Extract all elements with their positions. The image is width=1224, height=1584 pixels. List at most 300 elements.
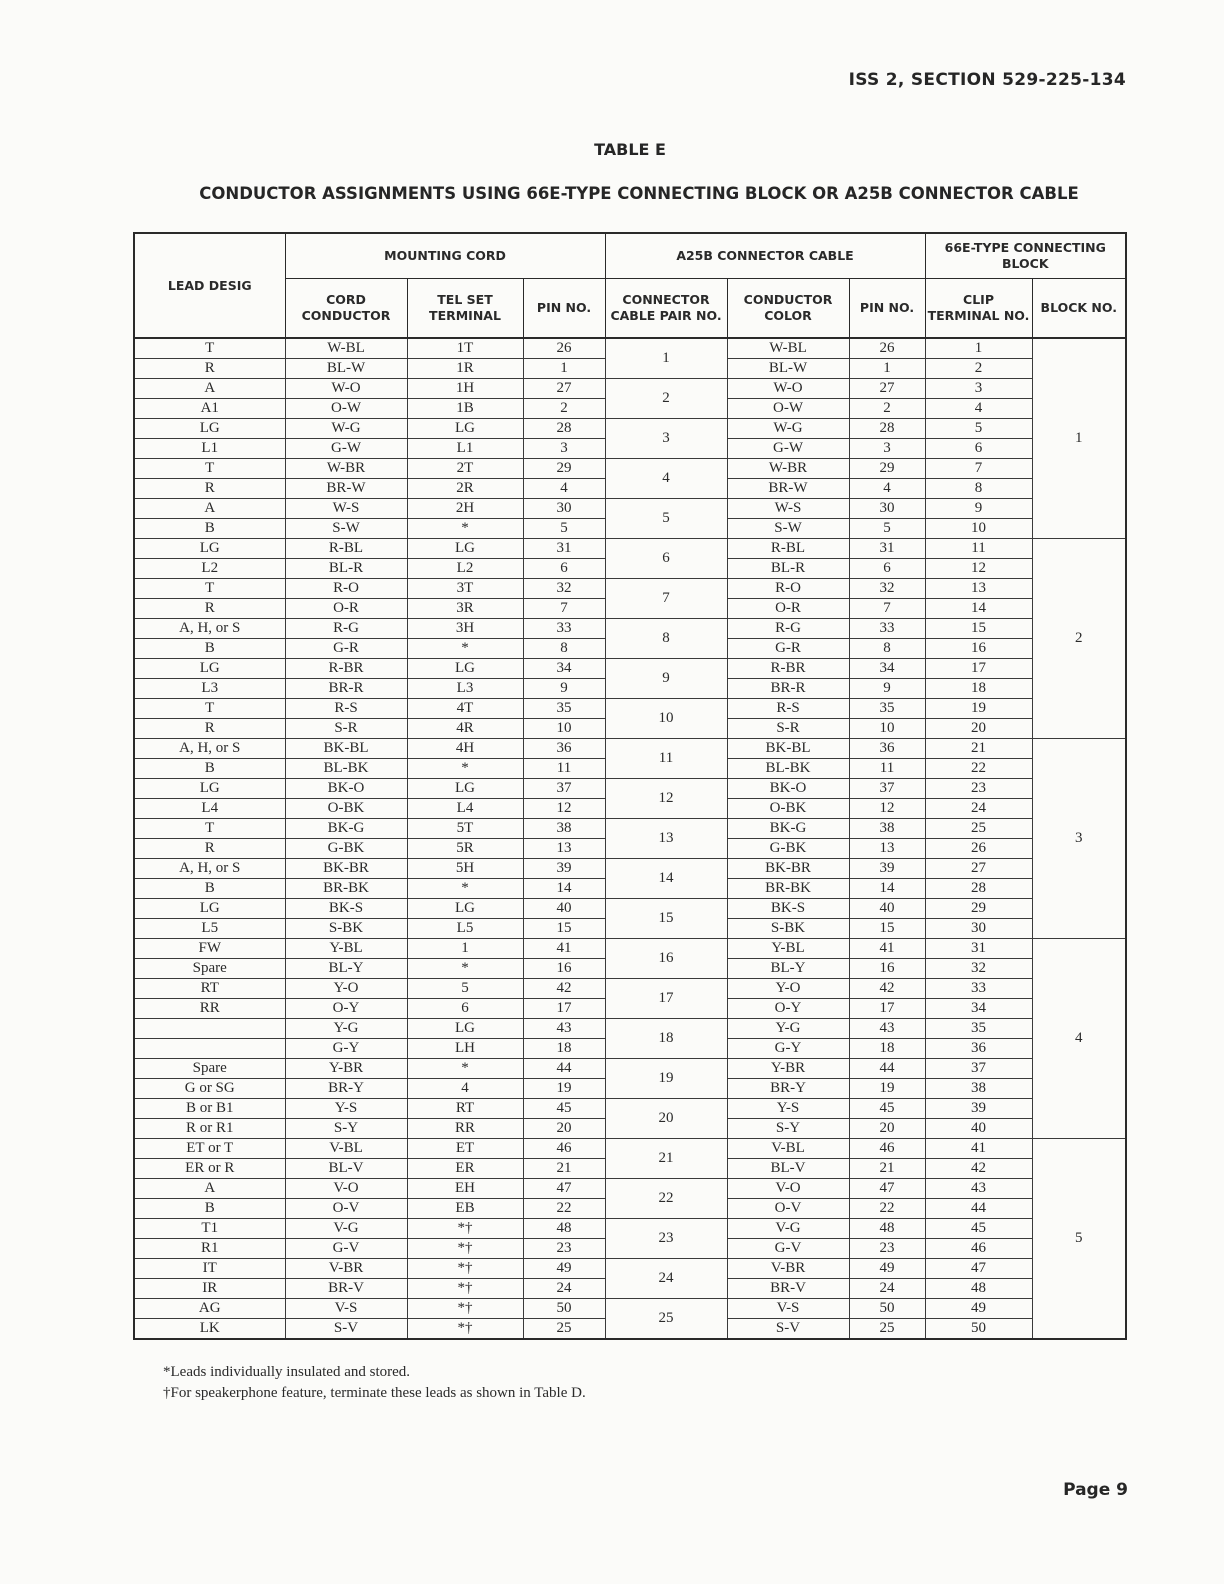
pin-no-2-cell: 46 [849,1139,925,1159]
lead-desig-cell: A, H, or S [134,619,285,639]
cord-conductor-cell: BR-BK [285,879,407,899]
conductor-color-cell: S-BK [727,919,849,939]
lead-desig-cell: L1 [134,439,285,459]
lead-desig-cell: ET or T [134,1139,285,1159]
clip-terminal-cell: 21 [925,739,1032,759]
footnote-asterisk: *Leads individually insulated and stored. [163,1364,411,1380]
table-row [134,499,1126,519]
pair-no-cell: 14 [605,859,727,899]
tel-set-terminal-cell: L5 [407,919,523,939]
lead-desig-cell: R1 [134,1239,285,1259]
pin-no-2-cell: 4 [849,479,925,499]
conductor-color-cell: BK-G [727,819,849,839]
pin-no-cell: 34 [523,659,605,679]
tel-set-terminal-cell: 1R [407,359,523,379]
tel-set-terminal-cell: 1 [407,939,523,959]
cord-conductor-cell: V-G [285,1219,407,1239]
table-row [134,659,1126,679]
pin-no-cell: 33 [523,619,605,639]
pin-no-cell: 21 [523,1159,605,1179]
pin-no-cell: 44 [523,1059,605,1079]
pin-no-2-cell: 32 [849,579,925,599]
clip-terminal-cell: 7 [925,459,1032,479]
tel-set-terminal-cell: 1H [407,379,523,399]
clip-terminal-cell: 13 [925,579,1032,599]
pair-no-cell: 11 [605,739,727,779]
clip-terminal-cell: 3 [925,379,1032,399]
lead-desig-cell: L2 [134,559,285,579]
header-block-no: BLOCK NO. [1032,279,1126,339]
pin-no-2-cell: 5 [849,519,925,539]
conductor-color-cell: R-S [727,699,849,719]
footnote-dagger: †For speakerphone feature, terminate these leads as shown in Table D. [163,1385,586,1401]
lead-desig-cell: R [134,599,285,619]
pin-no-cell: 16 [523,959,605,979]
cord-conductor-cell: G-Y [285,1039,407,1059]
cord-conductor-cell: W-G [285,419,407,439]
block-no-cell: 4 [1032,939,1126,1139]
table-row [134,779,1126,799]
tel-set-terminal-cell: 4H [407,739,523,759]
cord-conductor-cell: V-O [285,1179,407,1199]
table-title: TABLE E [594,140,666,159]
tel-set-terminal-cell: ER [407,1159,523,1179]
pin-no-cell: 12 [523,799,605,819]
header-66e-connecting-block: 66E-TYPE CONNECTING BLOCK [925,233,1126,279]
clip-terminal-cell: 10 [925,519,1032,539]
tel-set-terminal-cell: * [407,879,523,899]
pin-no-2-cell: 8 [849,639,925,659]
pin-no-2-cell: 45 [849,1099,925,1119]
cord-conductor-cell: BR-W [285,479,407,499]
tel-set-terminal-cell: ET [407,1139,523,1159]
lead-desig-cell: RT [134,979,285,999]
pin-no-2-cell: 39 [849,859,925,879]
block-no-cell: 3 [1032,739,1126,939]
lead-desig-cell: B [134,519,285,539]
cord-conductor-cell: O-R [285,599,407,619]
pin-no-2-cell: 7 [849,599,925,619]
conductor-color-cell: Y-BR [727,1059,849,1079]
tel-set-terminal-cell: 5R [407,839,523,859]
header-tel-set-terminal: TEL SET TERMINAL [407,279,523,339]
lead-desig-cell: LG [134,419,285,439]
lead-desig-cell: Spare [134,1059,285,1079]
conductor-color-cell: BL-W [727,359,849,379]
conductor-color-cell: S-V [727,1319,849,1340]
clip-terminal-cell: 6 [925,439,1032,459]
pin-no-2-cell: 18 [849,1039,925,1059]
lead-desig-cell: B [134,1199,285,1219]
cord-conductor-cell: S-W [285,519,407,539]
pin-no-cell: 49 [523,1259,605,1279]
pin-no-2-cell: 42 [849,979,925,999]
table-row [134,1139,1126,1159]
table-row [134,459,1126,479]
pin-no-cell: 29 [523,459,605,479]
cord-conductor-cell: R-G [285,619,407,639]
conductor-color-cell: Y-G [727,1019,849,1039]
header-cord-conductor: CORD CONDUCTOR [285,279,407,339]
tel-set-terminal-cell: LH [407,1039,523,1059]
conductor-color-cell: V-G [727,1219,849,1239]
conductor-color-cell: W-G [727,419,849,439]
lead-desig-cell: A [134,1179,285,1199]
clip-terminal-cell: 40 [925,1119,1032,1139]
lead-desig-cell: ER or R [134,1159,285,1179]
lead-desig-cell: LG [134,539,285,559]
clip-terminal-cell: 17 [925,659,1032,679]
clip-terminal-cell: 35 [925,1019,1032,1039]
lead-desig-cell: IR [134,1279,285,1299]
clip-terminal-cell: 8 [925,479,1032,499]
conductor-color-cell: O-R [727,599,849,619]
pin-no-cell: 36 [523,739,605,759]
pin-no-cell: 22 [523,1199,605,1219]
pin-no-2-cell: 14 [849,879,925,899]
pin-no-cell: 17 [523,999,605,1019]
lead-desig-cell: AG [134,1299,285,1319]
cord-conductor-cell: BR-Y [285,1079,407,1099]
cord-conductor-cell: S-BK [285,919,407,939]
pin-no-2-cell: 1 [849,359,925,379]
clip-terminal-cell: 14 [925,599,1032,619]
pin-no-cell: 39 [523,859,605,879]
conductor-color-cell: G-V [727,1239,849,1259]
tel-set-terminal-cell: L4 [407,799,523,819]
cord-conductor-cell: BL-Y [285,959,407,979]
tel-set-terminal-cell: * [407,1059,523,1079]
pin-no-cell: 23 [523,1239,605,1259]
lead-desig-cell: FW [134,939,285,959]
conductor-color-cell: BR-Y [727,1079,849,1099]
conductor-color-cell: V-O [727,1179,849,1199]
clip-terminal-cell: 48 [925,1279,1032,1299]
clip-terminal-cell: 27 [925,859,1032,879]
pair-no-cell: 20 [605,1099,727,1139]
conductor-color-cell: BK-O [727,779,849,799]
tel-set-terminal-cell: * [407,519,523,539]
cord-conductor-cell: BK-BL [285,739,407,759]
cord-conductor-cell: S-Y [285,1119,407,1139]
pin-no-2-cell: 25 [849,1319,925,1340]
lead-desig-cell: Spare [134,959,285,979]
clip-terminal-cell: 26 [925,839,1032,859]
pin-no-cell: 18 [523,1039,605,1059]
pair-no-cell: 21 [605,1139,727,1179]
pair-no-cell: 1 [605,338,727,379]
pin-no-cell: 41 [523,939,605,959]
cord-conductor-cell: BK-O [285,779,407,799]
cord-conductor-cell: BK-S [285,899,407,919]
lead-desig-cell: L4 [134,799,285,819]
block-no-cell: 1 [1032,338,1126,539]
lead-desig-cell: T [134,579,285,599]
clip-terminal-cell: 4 [925,399,1032,419]
tel-set-terminal-cell: 5T [407,819,523,839]
cord-conductor-cell: G-W [285,439,407,459]
table-row [134,579,1126,599]
lead-desig-cell: G or SG [134,1079,285,1099]
tel-set-terminal-cell: 1T [407,338,523,359]
table-row [134,419,1126,439]
cord-conductor-cell: W-S [285,499,407,519]
lead-desig-cell: R [134,359,285,379]
clip-terminal-cell: 44 [925,1199,1032,1219]
pair-no-cell: 18 [605,1019,727,1059]
cord-conductor-cell: Y-S [285,1099,407,1119]
pair-no-cell: 24 [605,1259,727,1299]
clip-terminal-cell: 2 [925,359,1032,379]
conductor-color-cell: S-W [727,519,849,539]
tel-set-terminal-cell: 3R [407,599,523,619]
lead-desig-cell: L3 [134,679,285,699]
header-a25b-connector-cable: A25B CONNECTOR CABLE [605,233,925,279]
lead-desig-cell: L5 [134,919,285,939]
tel-set-terminal-cell: * [407,759,523,779]
lead-desig-cell: R [134,839,285,859]
cord-conductor-cell: BK-BR [285,859,407,879]
pair-no-cell: 2 [605,379,727,419]
pin-no-cell: 30 [523,499,605,519]
cord-conductor-cell: R-O [285,579,407,599]
pair-no-cell: 19 [605,1059,727,1099]
tel-set-terminal-cell: LG [407,1019,523,1039]
lead-desig-cell [134,1019,285,1039]
lead-desig-cell: LG [134,779,285,799]
lead-desig-cell: LG [134,659,285,679]
tel-set-terminal-cell: LG [407,539,523,559]
conductor-color-cell: O-W [727,399,849,419]
pin-no-2-cell: 47 [849,1179,925,1199]
clip-terminal-cell: 45 [925,1219,1032,1239]
cord-conductor-cell: BL-W [285,359,407,379]
pin-no-cell: 50 [523,1299,605,1319]
cord-conductor-cell: Y-BR [285,1059,407,1079]
pin-no-2-cell: 29 [849,459,925,479]
pin-no-cell: 24 [523,1279,605,1299]
clip-terminal-cell: 36 [925,1039,1032,1059]
cord-conductor-cell: W-O [285,379,407,399]
pin-no-2-cell: 40 [849,899,925,919]
pin-no-2-cell: 2 [849,399,925,419]
tel-set-terminal-cell: 4 [407,1079,523,1099]
lead-desig-cell: A [134,499,285,519]
pin-no-cell: 31 [523,539,605,559]
clip-terminal-cell: 31 [925,939,1032,959]
clip-terminal-cell: 38 [925,1079,1032,1099]
tel-set-terminal-cell: RT [407,1099,523,1119]
pin-no-cell: 45 [523,1099,605,1119]
clip-terminal-cell: 16 [925,639,1032,659]
conductor-color-cell: BL-Y [727,959,849,979]
pair-no-cell: 5 [605,499,727,539]
pair-no-cell: 6 [605,539,727,579]
tel-set-terminal-cell: L3 [407,679,523,699]
clip-terminal-cell: 30 [925,919,1032,939]
pin-no-2-cell: 12 [849,799,925,819]
pin-no-2-cell: 48 [849,1219,925,1239]
lead-desig-cell: R [134,479,285,499]
table-row [134,939,1126,959]
table-row [134,1259,1126,1279]
pin-no-2-cell: 16 [849,959,925,979]
table-row [134,819,1126,839]
pin-no-2-cell: 23 [849,1239,925,1259]
cord-conductor-cell: S-V [285,1319,407,1340]
conductor-assignment-table [133,232,1127,1340]
conductor-color-cell: BL-R [727,559,849,579]
header-pin-no: PIN NO. [523,279,605,339]
cord-conductor-cell: BL-BK [285,759,407,779]
conductor-color-cell: R-BR [727,659,849,679]
pin-no-cell: 35 [523,699,605,719]
lead-desig-cell: R or R1 [134,1119,285,1139]
clip-terminal-cell: 18 [925,679,1032,699]
pin-no-cell: 15 [523,919,605,939]
pin-no-2-cell: 41 [849,939,925,959]
lead-desig-cell: A [134,379,285,399]
tel-set-terminal-cell: 1B [407,399,523,419]
clip-terminal-cell: 29 [925,899,1032,919]
pin-no-cell: 46 [523,1139,605,1159]
pin-no-cell: 11 [523,759,605,779]
table-row [134,979,1126,999]
pin-no-2-cell: 6 [849,559,925,579]
cord-conductor-cell: G-V [285,1239,407,1259]
conductor-color-cell: R-O [727,579,849,599]
cord-conductor-cell: V-BR [285,1259,407,1279]
cord-conductor-cell: S-R [285,719,407,739]
pin-no-cell: 28 [523,419,605,439]
tel-set-terminal-cell: LG [407,659,523,679]
conductor-color-cell: BL-BK [727,759,849,779]
lead-desig-cell: T1 [134,1219,285,1239]
conductor-color-cell: BR-R [727,679,849,699]
tel-set-terminal-cell: *† [407,1279,523,1299]
header-conductor-color: CONDUCTOR COLOR [727,279,849,339]
tel-set-terminal-cell: *† [407,1259,523,1279]
pin-no-2-cell: 36 [849,739,925,759]
clip-terminal-cell: 32 [925,959,1032,979]
tel-set-terminal-cell: 4R [407,719,523,739]
conductor-color-cell: S-R [727,719,849,739]
tel-set-terminal-cell: *† [407,1299,523,1319]
pair-no-cell: 7 [605,579,727,619]
table-row [134,1219,1126,1239]
conductor-color-cell: V-BR [727,1259,849,1279]
clip-terminal-cell: 50 [925,1319,1032,1340]
pin-no-cell: 6 [523,559,605,579]
header-clip-terminal-no: CLIP TERMINAL NO. [925,279,1032,339]
header-mounting-cord: MOUNTING CORD [285,233,605,279]
clip-terminal-cell: 33 [925,979,1032,999]
conductor-color-cell: R-G [727,619,849,639]
pin-no-2-cell: 21 [849,1159,925,1179]
conductor-color-cell: S-Y [727,1119,849,1139]
pin-no-2-cell: 3 [849,439,925,459]
cord-conductor-cell: O-W [285,399,407,419]
tel-set-terminal-cell: 6 [407,999,523,1019]
table-row [134,379,1126,399]
clip-terminal-cell: 28 [925,879,1032,899]
conductor-color-cell: G-Y [727,1039,849,1059]
lead-desig-cell: B [134,879,285,899]
pin-no-2-cell: 49 [849,1259,925,1279]
pair-no-cell: 10 [605,699,727,739]
cord-conductor-cell: Y-BL [285,939,407,959]
clip-terminal-cell: 41 [925,1139,1032,1159]
tel-set-terminal-cell: LG [407,899,523,919]
tel-set-terminal-cell: 3H [407,619,523,639]
clip-terminal-cell: 19 [925,699,1032,719]
lead-desig-cell: T [134,338,285,359]
pin-no-cell: 10 [523,719,605,739]
pin-no-2-cell: 38 [849,819,925,839]
lead-desig-cell: RR [134,999,285,1019]
pin-no-cell: 9 [523,679,605,699]
table-caption: CONDUCTOR ASSIGNMENTS USING 66E-TYPE CONNECTING BLOCK OR A25B CONNECTOR CABLE [199,184,1079,203]
pin-no-cell: 47 [523,1179,605,1199]
table-row [134,1179,1126,1199]
pin-no-cell: 3 [523,439,605,459]
clip-terminal-cell: 24 [925,799,1032,819]
tel-set-terminal-cell: *† [407,1219,523,1239]
table-row [134,1099,1126,1119]
pin-no-cell: 38 [523,819,605,839]
tel-set-terminal-cell: *† [407,1239,523,1259]
pin-no-2-cell: 15 [849,919,925,939]
tel-set-terminal-cell: 2H [407,499,523,519]
table-row [134,619,1126,639]
pin-no-cell: 8 [523,639,605,659]
pin-no-cell: 5 [523,519,605,539]
conductor-color-cell: BK-BR [727,859,849,879]
clip-terminal-cell: 20 [925,719,1032,739]
pair-no-cell: 3 [605,419,727,459]
cord-conductor-cell: R-BL [285,539,407,559]
pair-no-cell: 12 [605,779,727,819]
table-row [134,1299,1126,1319]
tel-set-terminal-cell: LG [407,779,523,799]
pin-no-cell: 7 [523,599,605,619]
clip-terminal-cell: 23 [925,779,1032,799]
tel-set-terminal-cell: L1 [407,439,523,459]
header-pin-no-2: PIN NO. [849,279,925,339]
pin-no-cell: 40 [523,899,605,919]
table-row [134,899,1126,919]
lead-desig-cell: T [134,459,285,479]
conductor-color-cell: G-R [727,639,849,659]
lead-desig-cell: A, H, or S [134,739,285,759]
conductor-color-cell: V-S [727,1299,849,1319]
tel-set-terminal-cell: 2R [407,479,523,499]
pin-no-2-cell: 13 [849,839,925,859]
conductor-color-cell: Y-S [727,1099,849,1119]
lead-desig-cell: T [134,819,285,839]
table-row [134,539,1126,559]
pin-no-2-cell: 34 [849,659,925,679]
pin-no-2-cell: 50 [849,1299,925,1319]
pin-no-cell: 1 [523,359,605,379]
table-body [134,338,1126,1339]
pin-no-2-cell: 31 [849,539,925,559]
clip-terminal-cell: 42 [925,1159,1032,1179]
lead-desig-cell [134,1039,285,1059]
clip-terminal-cell: 9 [925,499,1032,519]
lead-desig-cell: LG [134,899,285,919]
clip-terminal-cell: 25 [925,819,1032,839]
